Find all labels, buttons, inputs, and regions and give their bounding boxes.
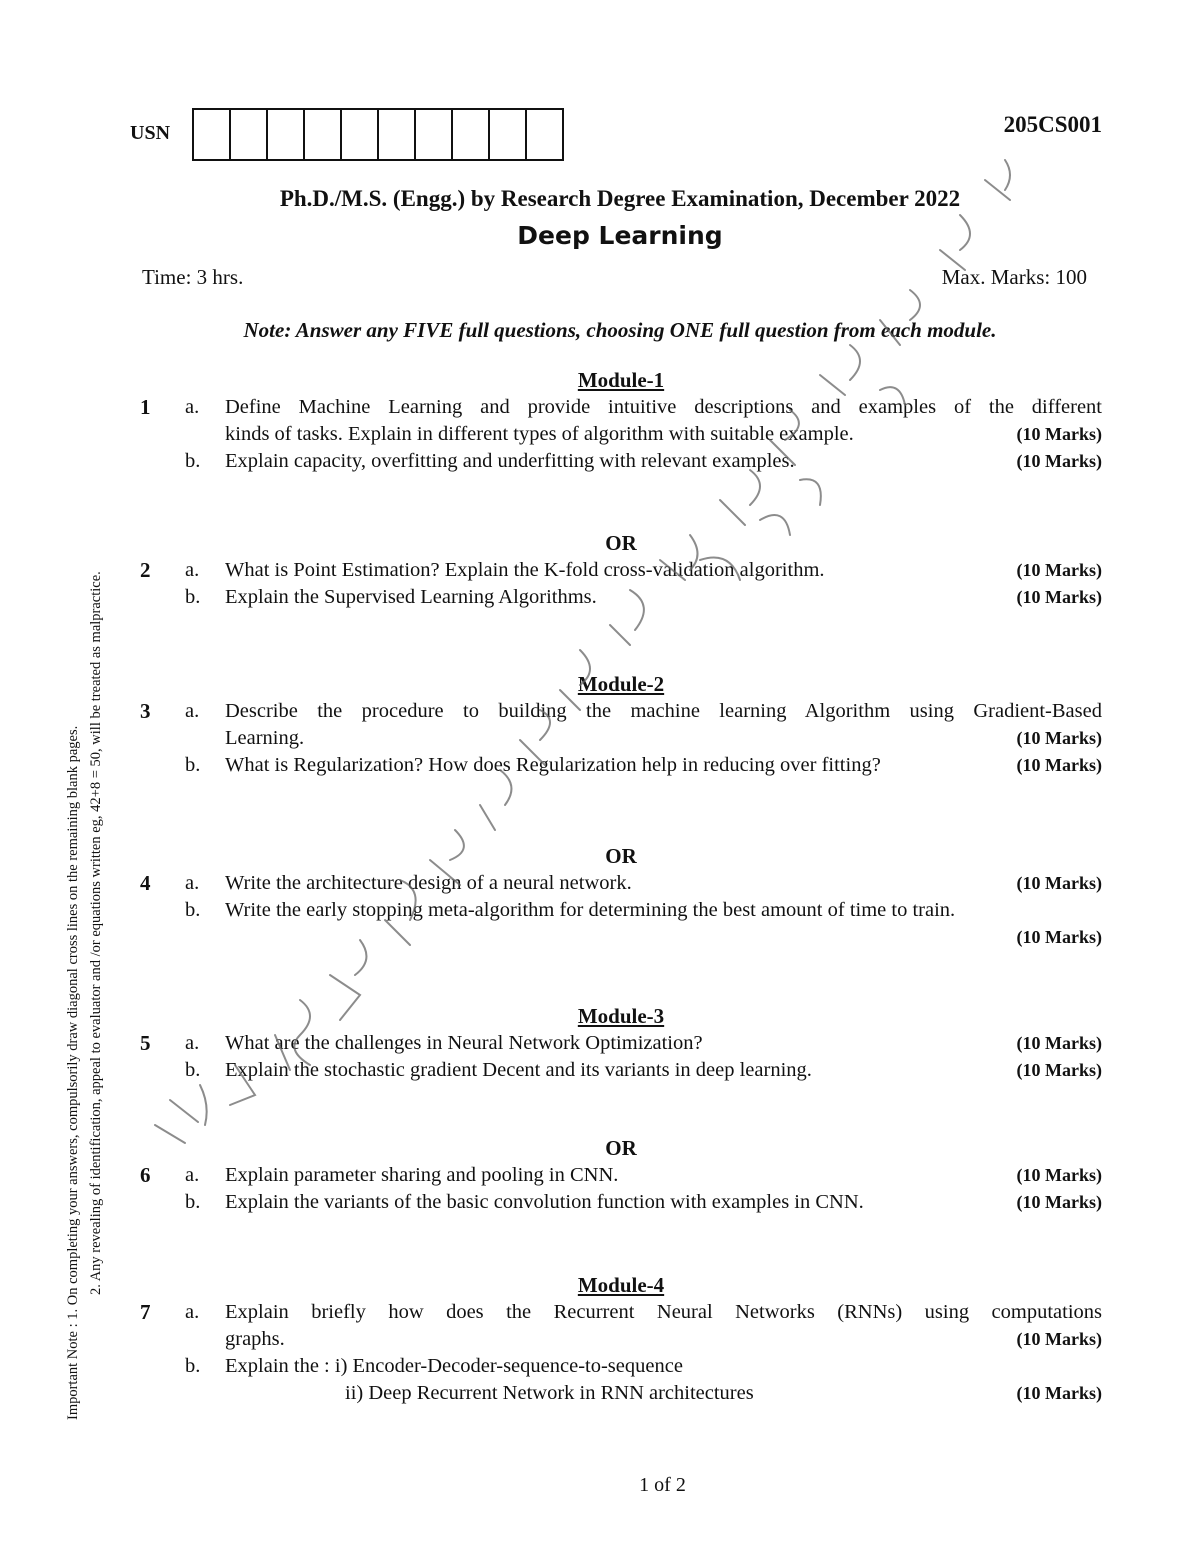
- question-text: Explain the : i) Encoder-Decoder-sequence-to-sequence: [225, 1355, 683, 1377]
- question-text: Describe the procedure to building the machine learning Algorithm using Gradient-Based: [225, 700, 1102, 722]
- question-part-a: [185, 557, 1102, 584]
- part-letter: a.: [185, 559, 200, 581]
- usn-box: [268, 110, 305, 159]
- usn-box: [490, 110, 527, 159]
- question-text: Write the early stopping meta-algorithm for determining the best amount of time to train.: [225, 899, 956, 921]
- usn-box: [416, 110, 453, 159]
- question-text: Explain briefly how does the Recurrent Neural Networks (RNNs) using computations: [225, 1301, 1102, 1323]
- module-heading: Module-1: [577, 368, 665, 392]
- marks-label: (10 Marks): [1016, 424, 1102, 444]
- marks-label: (10 Marks): [1016, 728, 1102, 748]
- question-text: Learning.: [225, 727, 305, 749]
- marks-label: (10 Marks): [1016, 451, 1102, 471]
- question-number: 7: [140, 1300, 151, 1324]
- question-part-a: [185, 1162, 1102, 1189]
- usn-box: [194, 110, 231, 159]
- part-letter: b.: [185, 1355, 201, 1377]
- instruction-note: Note: Answer any FIVE full questions, choosing ONE full question from each module.: [243, 318, 997, 342]
- usn-box: [527, 110, 562, 159]
- usn-box: [342, 110, 379, 159]
- question-number: 3: [140, 699, 151, 723]
- question-number: 2: [140, 558, 151, 582]
- part-letter: b.: [185, 754, 201, 776]
- usn-box: [231, 110, 268, 159]
- module-heading: Module-4: [577, 1273, 665, 1297]
- marks-label: (10 Marks): [1016, 873, 1102, 893]
- question-3: [140, 698, 1102, 779]
- question-part-a: [185, 870, 1102, 897]
- side-important-note: [62, 350, 108, 1420]
- subject-title: Deep Learning: [517, 221, 723, 250]
- question-1: [140, 394, 1102, 475]
- question-number: 5: [140, 1031, 151, 1055]
- question-part-b: [185, 448, 1102, 475]
- side-note-line-1: Important Note : 1. On completing your answers, compulsorily draw diagonal cross lines on the remaining blank pages.: [65, 725, 81, 1420]
- question-text: What is Regularization? How does Regularization help in reducing over fitting?: [225, 754, 881, 776]
- question-number: 6: [140, 1163, 151, 1187]
- part-letter: b.: [185, 899, 201, 921]
- exam-time: Time: 3 hrs.: [142, 265, 244, 289]
- question-text: Explain capacity, overfitting and underfitting with relevant examples.: [225, 450, 795, 472]
- part-letter: a.: [185, 1301, 200, 1323]
- question-part-b: [185, 1189, 1102, 1216]
- question-text: Explain parameter sharing and pooling in CNN.: [225, 1164, 619, 1186]
- question-text: kinds of tasks. Explain in different types of algorithm with suitable example.: [225, 423, 854, 445]
- part-letter: b.: [185, 1191, 201, 1213]
- marks-label: (10 Marks): [1016, 755, 1102, 775]
- question-part-b: [185, 752, 1102, 779]
- or-divider: OR: [605, 531, 637, 555]
- question-text: Explain the Supervised Learning Algorithms.: [225, 586, 597, 608]
- usn-box: [453, 110, 490, 159]
- marks-label: (10 Marks): [1016, 560, 1102, 580]
- question-part-a: [185, 698, 1102, 752]
- question-part-b: [185, 584, 1102, 611]
- question-part-a: [185, 394, 1102, 448]
- part-letter: b.: [185, 1059, 201, 1081]
- marks-label: (10 Marks): [1016, 1329, 1102, 1349]
- side-note-line-2: 2. Any revealing of identification, appeal to evaluator and /or equations written eg, 42+8 = 50, will be treated as malpractice.: [88, 571, 104, 1295]
- question-5: [140, 1030, 1102, 1084]
- exam-title: Ph.D./M.S. (Engg.) by Research Degree Examination, December 2022: [279, 186, 961, 211]
- module-heading: Module-3: [577, 1004, 665, 1028]
- marks-label: (10 Marks): [1016, 1165, 1102, 1185]
- question-part-b: [185, 1353, 1102, 1407]
- marks-label: (10 Marks): [1016, 1060, 1102, 1080]
- question-4: [140, 870, 1102, 951]
- question-part-b: [185, 897, 1102, 951]
- question-2: [140, 557, 1102, 611]
- question-text: graphs.: [225, 1328, 285, 1350]
- usn-box-grid: [192, 108, 564, 161]
- question-text: What are the challenges in Neural Network Optimization?: [225, 1032, 703, 1054]
- part-letter: a.: [185, 872, 200, 894]
- question-text: What is Point Estimation? Explain the K-fold cross-validation algorithm.: [225, 559, 825, 581]
- part-letter: a.: [185, 396, 200, 418]
- question-text: Define Machine Learning and provide intuitive descriptions and examples of the different: [225, 396, 1102, 418]
- part-letter: b.: [185, 586, 201, 608]
- usn-box: [305, 110, 342, 159]
- marks-label: (10 Marks): [1016, 1383, 1102, 1403]
- or-divider: OR: [605, 1136, 637, 1160]
- or-divider: OR: [605, 844, 637, 868]
- question-list: [140, 366, 1102, 1407]
- question-text: Explain the variants of the basic convolution function with examples in CNN.: [225, 1191, 864, 1213]
- question-6: [140, 1162, 1102, 1216]
- marks-label: (10 Marks): [1016, 587, 1102, 607]
- question-number: 1: [140, 395, 151, 419]
- page-number: 1 of 2: [639, 1474, 686, 1496]
- question-7: [140, 1299, 1102, 1407]
- question-text: Explain the stochastic gradient Decent and its variants in deep learning.: [225, 1059, 812, 1081]
- marks-label: (10 Marks): [1016, 1033, 1102, 1053]
- marks-label: (10 Marks): [1016, 927, 1102, 947]
- question-part-b: [185, 1057, 1102, 1084]
- part-letter: b.: [185, 450, 201, 472]
- question-part-a: [185, 1030, 1102, 1057]
- part-letter: a.: [185, 1032, 200, 1054]
- question-part-a: [185, 1299, 1102, 1353]
- question-number: 4: [140, 871, 151, 895]
- module-heading: Module-2: [577, 672, 665, 696]
- part-letter: a.: [185, 700, 200, 722]
- marks-label: (10 Marks): [1016, 1192, 1102, 1212]
- question-text: ii) Deep Recurrent Network in RNN architectures: [345, 1382, 754, 1404]
- part-letter: a.: [185, 1164, 200, 1186]
- paper-code: 205CS001: [1003, 112, 1102, 137]
- question-text: Write the architecture design of a neural network.: [225, 872, 632, 894]
- usn-box: [379, 110, 416, 159]
- usn-label: USN: [130, 122, 171, 144]
- max-marks: Max. Marks: 100: [941, 265, 1087, 289]
